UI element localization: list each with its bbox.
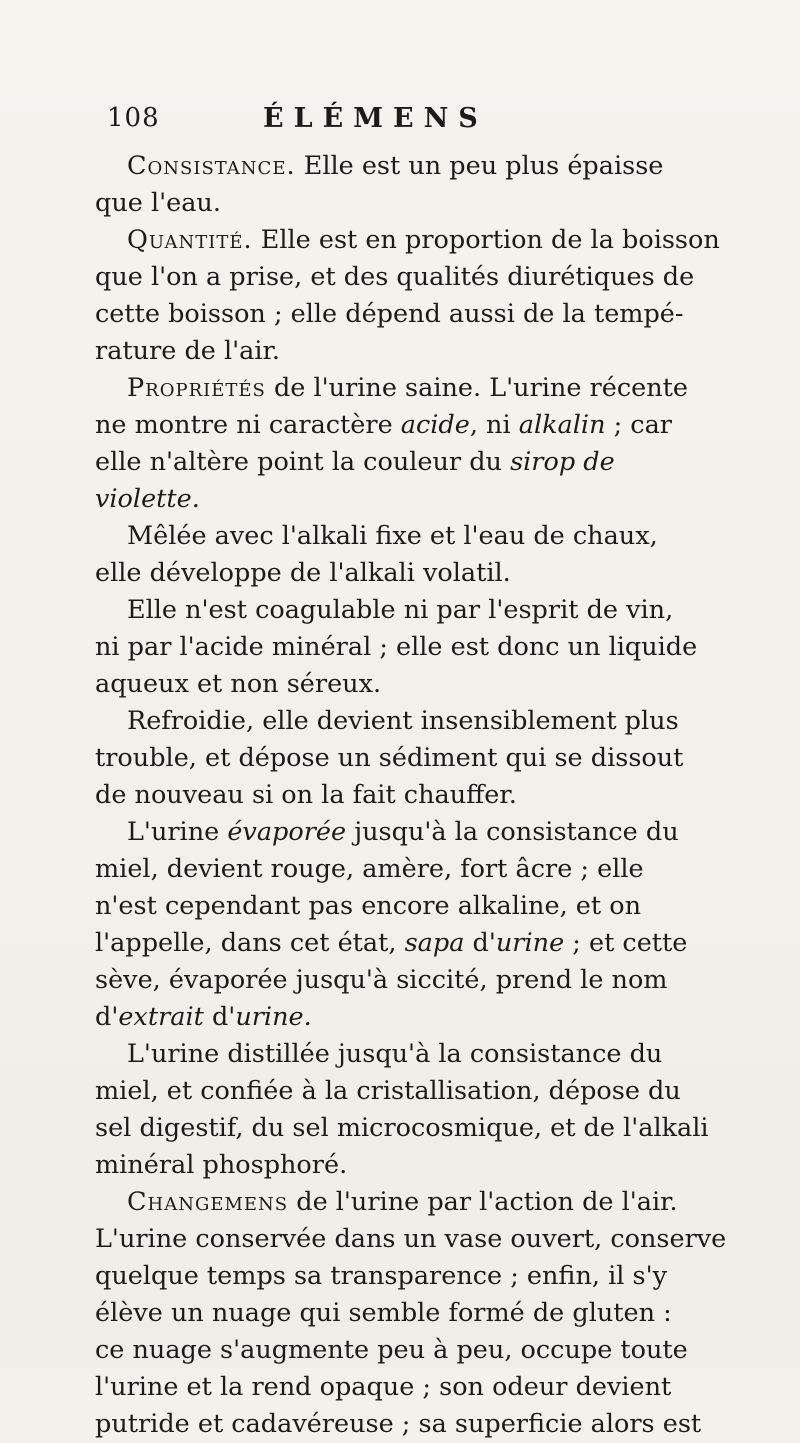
text-run: sel digestif, du sel microcosmique, et de l'alkali [95, 1113, 709, 1143]
text-line [95, 1221, 775, 1258]
text-run: miel, et confiée à la cristallisation, dépose du [95, 1076, 681, 1106]
section-heading: Quantité. [127, 225, 253, 255]
text-run: trouble, et dépose un sédiment qui se dissout [95, 743, 684, 773]
text-line [95, 185, 775, 222]
text-run: d' [464, 928, 496, 958]
italic-term: urine. [235, 1002, 312, 1032]
text-run: l'urine et la rend opaque ; son odeur devient [95, 1372, 672, 1402]
text-run: d' [203, 1002, 236, 1032]
text-line [95, 555, 775, 592]
text-run: elle n'altère point la couleur du [95, 447, 511, 477]
text-run: miel, devient rouge, amère, fort âcre ; elle [95, 854, 644, 884]
text-line [95, 370, 775, 407]
italic-term: acide [400, 410, 470, 440]
text-line [95, 407, 775, 444]
text-line [95, 962, 775, 999]
text-line [95, 1073, 775, 1110]
italic-term: urine [495, 928, 565, 958]
text-line [95, 1147, 775, 1184]
text-line [95, 333, 775, 370]
text-run: rature de l'air. [95, 336, 280, 366]
section-heading: Propriétés [127, 373, 266, 403]
text-line [95, 1258, 775, 1295]
text-line [95, 666, 775, 703]
text-run: ne montre ni caractère [95, 410, 401, 440]
text-run: de l'urine saine. L'urine récente [265, 373, 688, 403]
text-line [95, 1295, 775, 1332]
text-run: n'est cependant pas encore alkaline, et on [95, 891, 641, 921]
text-line [95, 1406, 775, 1443]
text-run: Mêlée avec l'alkali fixe et l'eau de chaux, [127, 521, 658, 551]
text-run: L'urine conservée dans un vase ouvert, conserve [95, 1224, 727, 1254]
text-run: cette boisson ; elle dépend aussi de la tempé- [95, 299, 684, 329]
text-run: que l'eau. [95, 188, 221, 218]
italic-term: extrait [118, 1002, 204, 1032]
text-line [95, 259, 775, 296]
text-run: L'urine distillée jusqu'à la consistance du [127, 1039, 663, 1069]
text-run: putride et cadavéreuse ; sa superficie alors est [95, 1409, 702, 1439]
text-run: aqueux et non séreux. [95, 669, 382, 699]
italic-term: évaporée [227, 817, 347, 847]
text-line [95, 888, 775, 925]
text-line [95, 999, 775, 1036]
text-line [95, 629, 775, 666]
text-line [95, 925, 775, 962]
text-run: jusqu'à la consistance du [346, 817, 679, 847]
page-text [95, 100, 775, 1443]
text-run: ce nuage s'augmente peu à peu, occupe toute [95, 1335, 688, 1365]
text-run: L'urine [127, 817, 228, 847]
italic-term: sapa [404, 928, 465, 958]
text-run: quelque temps sa transparence ; enfin, il s'y [95, 1261, 667, 1291]
body-text [95, 148, 775, 1443]
text-run: , ni [469, 410, 519, 440]
text-line [95, 148, 775, 185]
text-line [95, 296, 775, 333]
text-line [95, 740, 775, 777]
text-run: ; et cette [564, 928, 688, 958]
text-line [95, 851, 775, 888]
running-head: ÉLÉMENS [263, 103, 488, 134]
text-run: minéral phosphoré. [95, 1150, 348, 1180]
italic-term: violette. [95, 484, 200, 514]
text-line [95, 481, 775, 518]
text-line [95, 1332, 775, 1369]
text-run: Elle est un peu plus épaisse [295, 151, 664, 181]
text-run: de l'urine par l'action de l'air. [288, 1187, 678, 1217]
text-run: ni par l'acide minéral ; elle est donc un liquide [95, 632, 698, 662]
text-line [95, 592, 775, 629]
page-header [95, 100, 775, 146]
italic-term: alkalin [518, 410, 606, 440]
page-number: 108 [107, 103, 160, 133]
text-line [95, 1184, 775, 1221]
text-run: Refroidie, elle devient insensiblement plus [127, 706, 679, 736]
text-line [95, 703, 775, 740]
italic-term: sirop de [510, 447, 615, 477]
text-run: sève, évaporée jusqu'à siccité, prend le nom [95, 965, 668, 995]
text-run: l'appelle, dans cet état, [95, 928, 405, 958]
text-line [95, 222, 775, 259]
text-run: elle développe de l'alkali volatil. [95, 558, 511, 588]
text-run: ; car [605, 410, 672, 440]
text-line [95, 1110, 775, 1147]
text-run: que l'on a prise, et des qualités diurétiques de [95, 262, 695, 292]
text-run: Elle n'est coagulable ni par l'esprit de vin, [127, 595, 674, 625]
text-run: d' [95, 1002, 119, 1032]
text-line [95, 777, 775, 814]
text-line [95, 1036, 775, 1073]
section-heading: Consistance. [127, 151, 296, 181]
section-heading: Changemens [127, 1187, 289, 1217]
text-line [95, 444, 775, 481]
text-line [95, 518, 775, 555]
text-line [95, 814, 775, 851]
text-line [95, 1369, 775, 1406]
text-run: Elle est en proportion de la boisson [252, 225, 720, 255]
text-run: de nouveau si on la fait chauffer. [95, 780, 517, 810]
text-run: élève un nuage qui semble formé de gluten : [95, 1298, 672, 1328]
